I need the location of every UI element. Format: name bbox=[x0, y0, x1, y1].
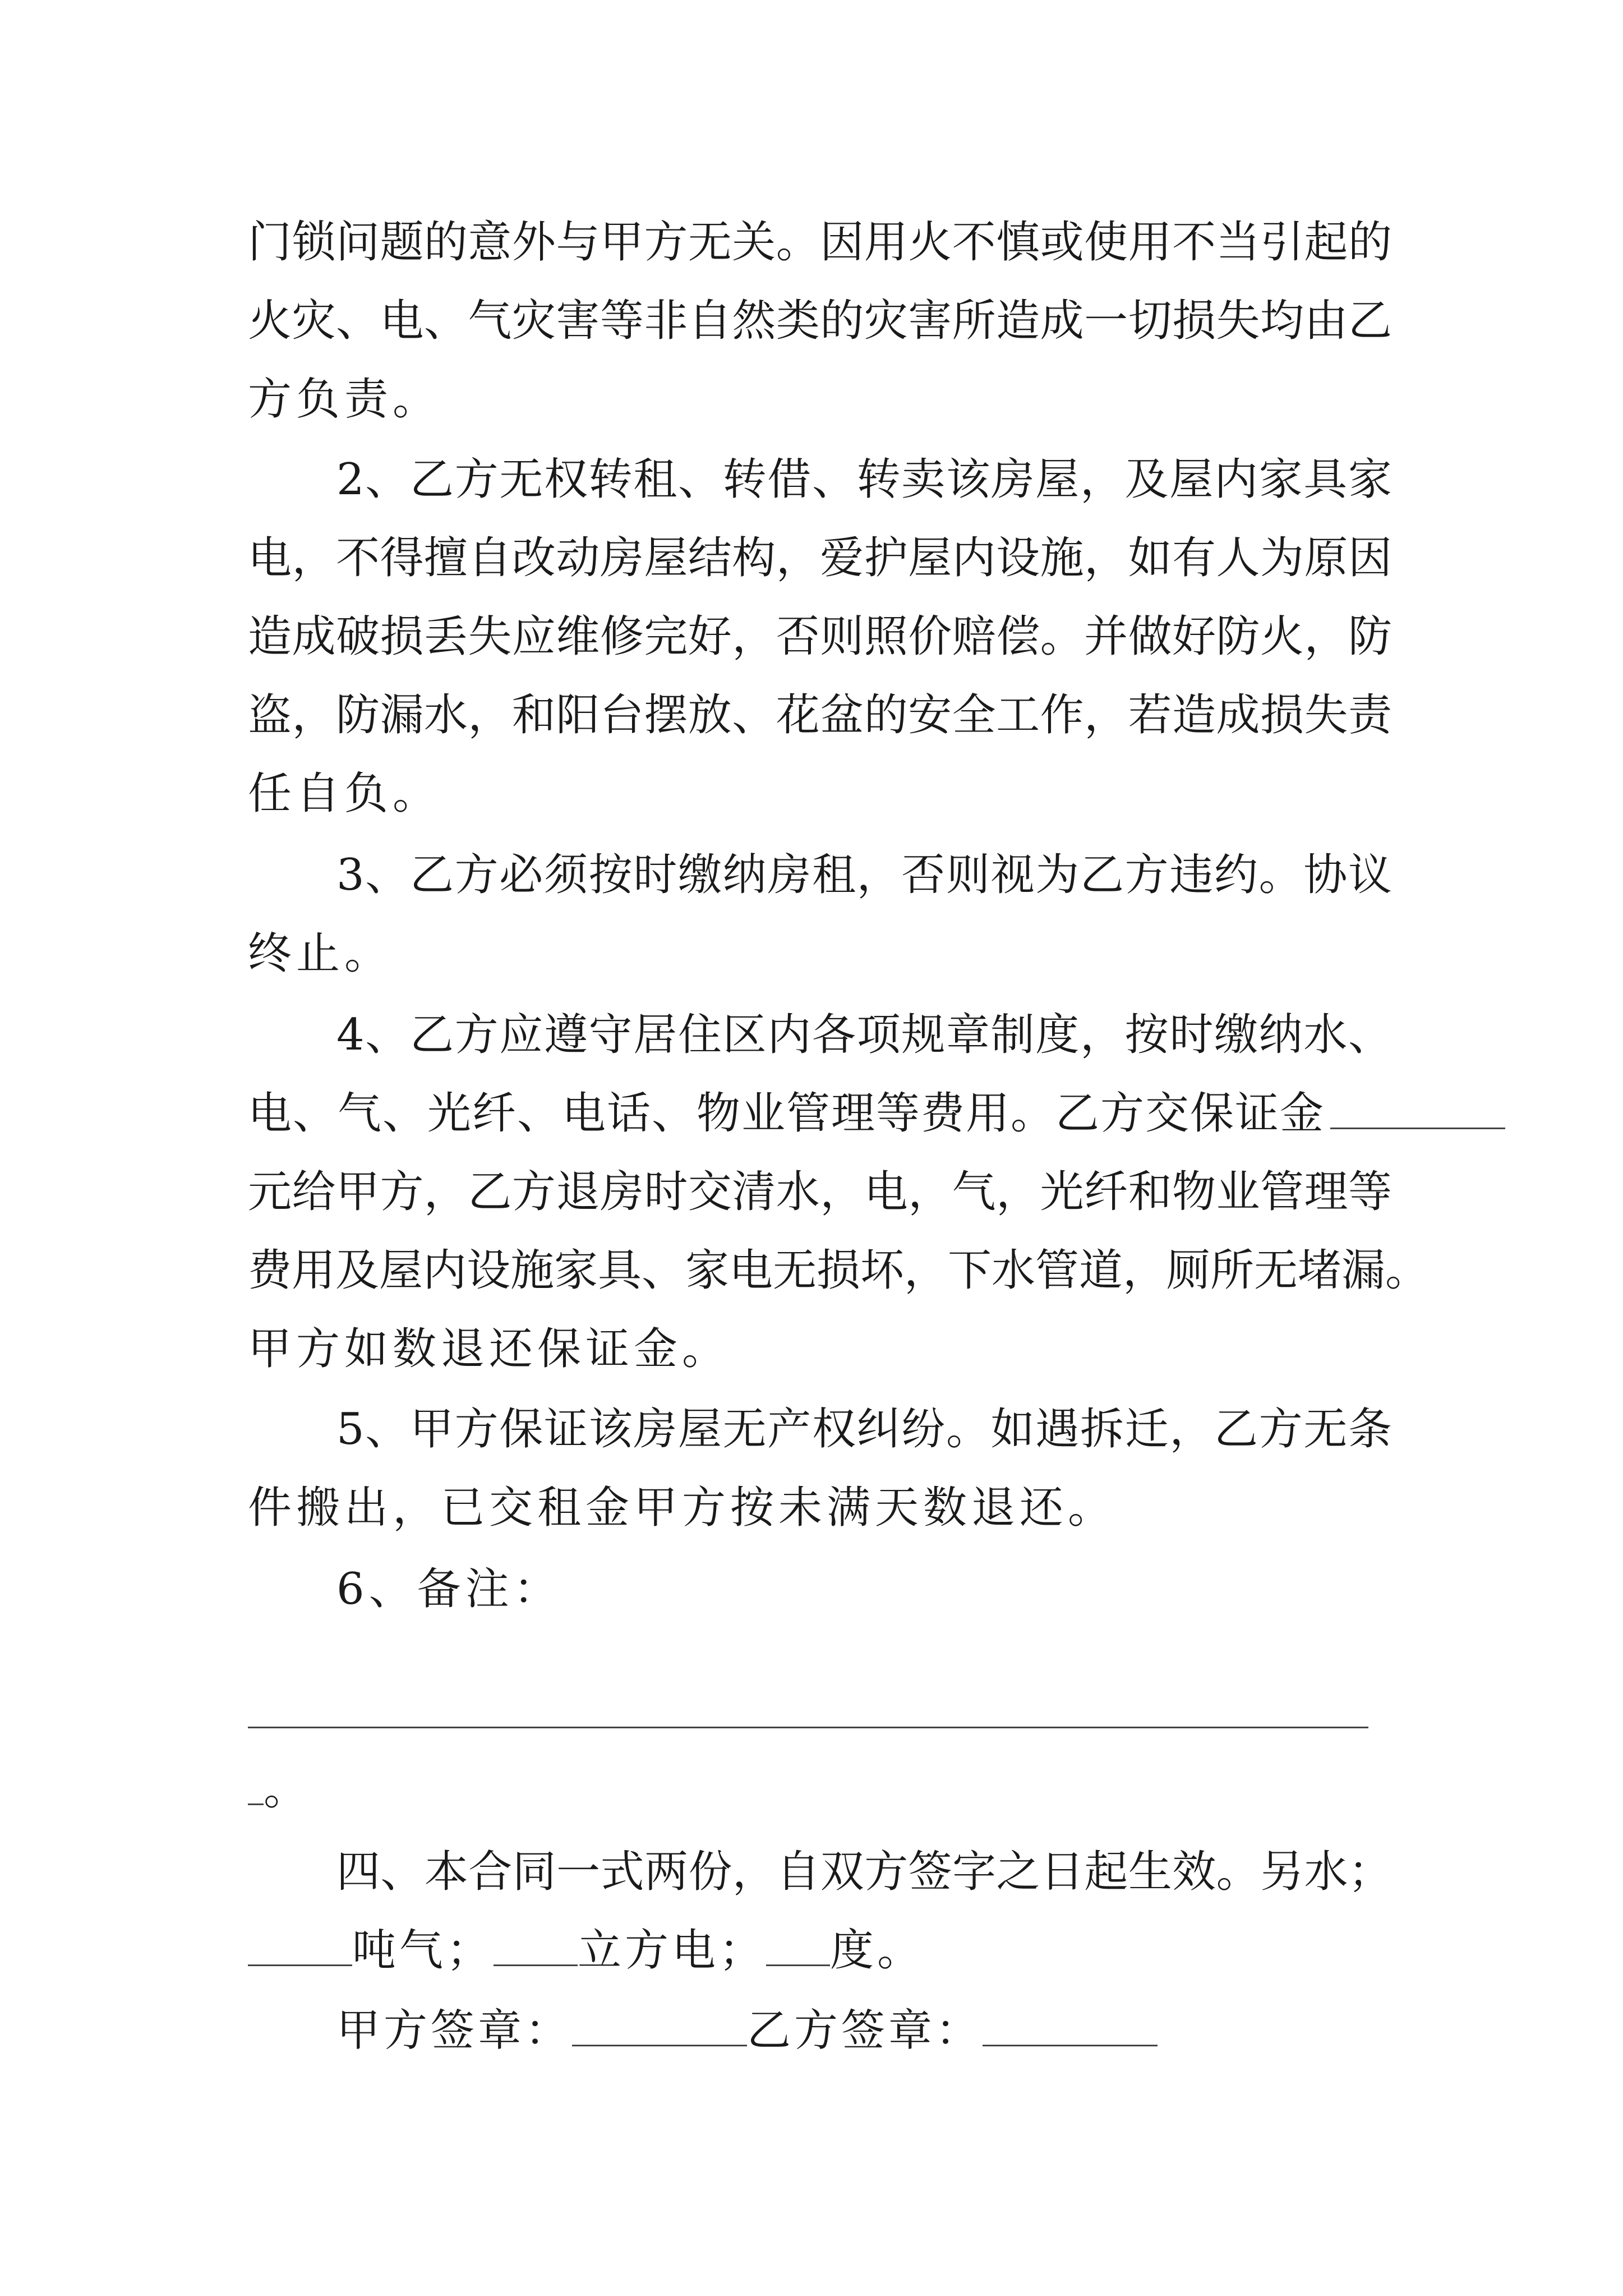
party-b-signature-blank bbox=[983, 2011, 1158, 2046]
notes-blank-line bbox=[248, 1727, 1368, 1728]
clause-3-line: 3、乙方必须按时缴纳房租，否则视为乙方违约。协议 bbox=[336, 850, 1392, 900]
clause-6-notes-label: 6、备注： bbox=[336, 1564, 562, 1614]
deposit-line bbox=[248, 1074, 1392, 1153]
text-line: 门锁问题的意外与甲方无关。因用火不慎或使用不当引起的 bbox=[248, 217, 1392, 268]
party-a-signature-blank bbox=[572, 2011, 747, 2046]
party-a-signature-label: 甲方签章： bbox=[336, 2005, 573, 2056]
section-4-line: 四、本合同一式两份，自双方签字之日起生效。另水； bbox=[336, 1847, 1392, 1897]
text-line: 终止。 bbox=[248, 928, 393, 979]
notes-end bbox=[248, 1750, 1392, 1829]
text-line: 。 bbox=[264, 1764, 312, 1815]
text-line: 甲方如数退还保证金。 bbox=[248, 1324, 731, 1374]
utilities-line bbox=[248, 1911, 1392, 1990]
notes-end-rule bbox=[248, 1772, 264, 1805]
text-line: 吨气； bbox=[352, 1925, 494, 1976]
deposit-blank bbox=[1330, 1094, 1505, 1129]
text-line: 造成破损丢失应维修完好，否则照价赔偿。并做好防火，防 bbox=[248, 611, 1392, 662]
clause-2-line: 2、乙方无权转租、转借、转卖该房屋，及屋内家具家 bbox=[336, 454, 1392, 505]
text-line: 方负责。 bbox=[248, 374, 441, 425]
text-line: 费用及屋内设施家具、家电无损坏，下水管道，厕所无堵漏。 bbox=[248, 1245, 1430, 1296]
text-line: 任自负。 bbox=[248, 769, 441, 819]
clause-4-line: 4、乙方应遵守居住区内各项规章制度，按时缴纳水、 bbox=[336, 1010, 1392, 1060]
text-line: 立方电； bbox=[578, 1925, 767, 1976]
water-blank bbox=[248, 1931, 352, 1966]
electric-blank bbox=[766, 1931, 830, 1966]
text-line: 电、气、光纤、电话、物业管理等费用。乙方交保证金 bbox=[248, 1088, 1325, 1139]
text-line: 元给甲方，乙方退房时交清水，电，气，光纤和物业管理等 bbox=[248, 1167, 1392, 1217]
text-line: 盗，防漏水，和阳台摆放、花盆的安全工作，若造成损失责 bbox=[248, 690, 1392, 740]
text-line: 度。 bbox=[830, 1925, 925, 1976]
clause-5-line: 5、甲方保证该房屋无产权纠纷。如遇拆迁，乙方无条 bbox=[336, 1404, 1392, 1455]
party-b-signature-label: 乙方签章： bbox=[747, 2005, 983, 2056]
text-line: 电，不得擅自改动房屋结构，爱护屋内设施，如有人为原因 bbox=[248, 533, 1392, 583]
text-line: 火灾、电、气灾害等非自然类的灾害所造成一切损失均由乙 bbox=[248, 296, 1392, 346]
signature-line bbox=[336, 1991, 1392, 2070]
text-line: 件搬出，已交租金甲方按未满天数退还。 bbox=[248, 1483, 1117, 1533]
gas-blank bbox=[494, 1931, 578, 1966]
